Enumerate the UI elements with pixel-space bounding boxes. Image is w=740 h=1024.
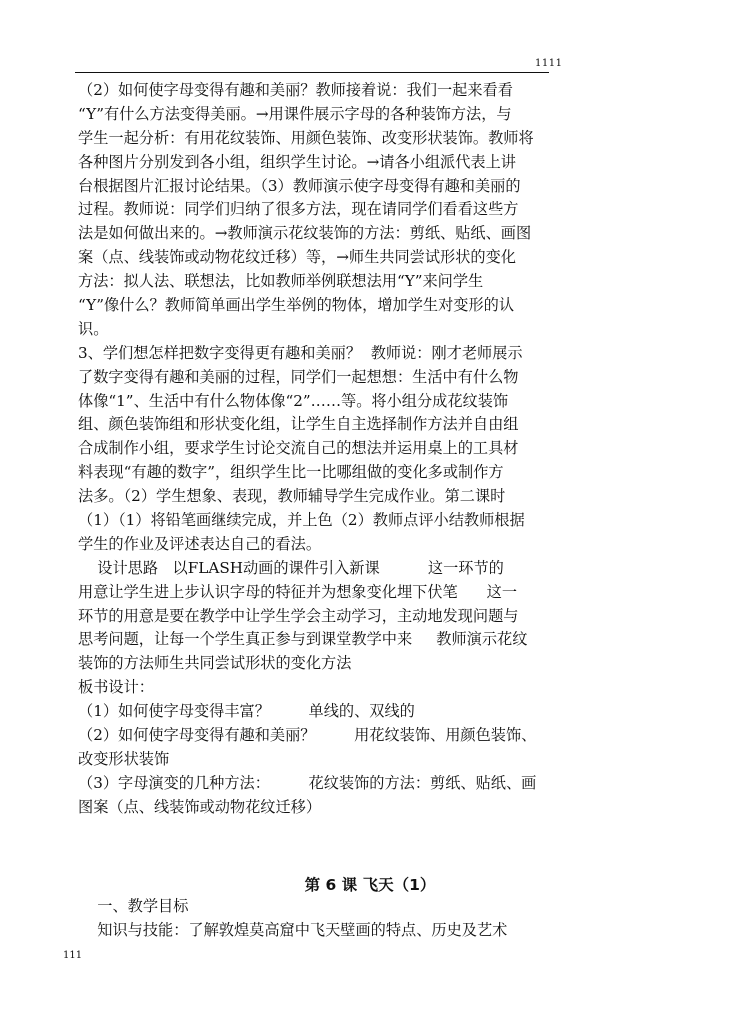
text-line: （3）字母演变的几种方法： 花纹装饰的方法：剪纸、贴纸、画 [78, 773, 537, 792]
text-line: 装饰的方法师生共同尝试形状的变化方法 [78, 654, 352, 673]
text-line: 方法：拟人法、联想法，比如教师举例联想法用“Y”来问学生 [78, 272, 484, 291]
text-line: （2）如何使字母变得有趣和美丽？ 用花纹装饰、用颜色装饰、 [78, 726, 537, 745]
text-line: 知识与技能：了解敦煌莫高窟中飞天壁画的特点、历史及艺术 [78, 920, 508, 939]
footer-page-number: 111 [63, 950, 83, 961]
text-line: 台根据图片汇报讨论结果。（3）教师演示使字母变得有趣和美丽的 [78, 176, 521, 195]
text-line: 环节的用意是要在教学中让学生学会主动学习，主动地发现问题与 [78, 606, 519, 625]
text-line: 学生的作业及评述表达自己的看法。 [78, 534, 321, 553]
text-line: （2）如何使字母变得有趣和美丽？教师接着说：我们一起来看看 [78, 81, 513, 99]
lower-text [78, 895, 552, 943]
text-line: 了数字变得有趣和美丽的过程，同学们一起想想：生活中有什么物 [78, 367, 519, 386]
text-line: 法是如何做出来的。→教师演示花纹装饰的方法：剪纸、贴纸、画图 [78, 224, 532, 243]
lesson-title: 第 6 课 飞天（1） [304, 876, 436, 894]
header-page-number: 1111 [535, 58, 563, 69]
text-line: 法多。（2）学生想象、表现，教师辅导学生完成作业。第二课时 [78, 487, 506, 506]
body-text [78, 79, 552, 820]
text-line: （1）（1）将铅笔画继续完成，并上色（2）教师点评小结教师根据 [78, 511, 525, 530]
text-line: 案（点、线装饰或动物花纹迁移）等，→师生共同尝试形状的变化 [78, 248, 516, 267]
text-line: 图案（点、线装饰或动物花纹迁移） [78, 797, 321, 816]
text-line: “Y”像什么？教师简单画出学生举例的物体，增加学生对变形的认 [78, 296, 515, 315]
text-line: 各种图片分别发到各小组，组织学生讨论。→请各小组派代表上讲 [78, 152, 516, 171]
text-line: 设计思路 以FLASH动画的课件引入新课 这一环节的 [78, 558, 504, 577]
text-line: 一、教学目标 [78, 897, 189, 915]
text-line: 思考问题，让每一个学生真正参与到课堂教学中来 教师演示花纹 [78, 630, 528, 649]
text-line: （1）如何使字母变得丰富？ 单线的、双线的 [78, 702, 415, 721]
text-line: 识。 [78, 319, 109, 338]
text-line: 过程。教师说：同学们归纳了很多方法，现在请同学们看看这些方 [78, 200, 519, 219]
text-line: 体像“1”、生活中有什么物体像“2”……等。将小组分成花纹装饰 [78, 391, 509, 410]
text-line: 3、学们想怎样把数字变得更有趣和美丽？ 教师说：刚才老师展示 [78, 343, 523, 362]
text-line: “Y”有什么方法变得美丽。→用课件展示字母的各种装饰方法，与 [78, 104, 512, 123]
text-line: 组、颜色装饰组和形状变化组，让学生自主选择制作方法并自由组 [78, 415, 519, 434]
text-line: 学生一起分析：有用花纹装饰、用颜色装饰、改变形状装饰。教师将 [78, 128, 534, 147]
header-rule [75, 72, 549, 73]
text-line: 合成制作小组，要求学生讨论交流自己的想法并运用桌上的工具材 [78, 439, 519, 458]
text-line: 料表现“有趣的数字”，组织学生比一比哪组做的变化多或制作方 [78, 463, 504, 482]
text-line: 板书设计： [78, 678, 154, 697]
text-line: 改变形状装饰 [78, 749, 170, 768]
text-line: 用意让学生进上步认识字母的特征并为想象变化埋下伏笔 这一 [78, 582, 518, 601]
